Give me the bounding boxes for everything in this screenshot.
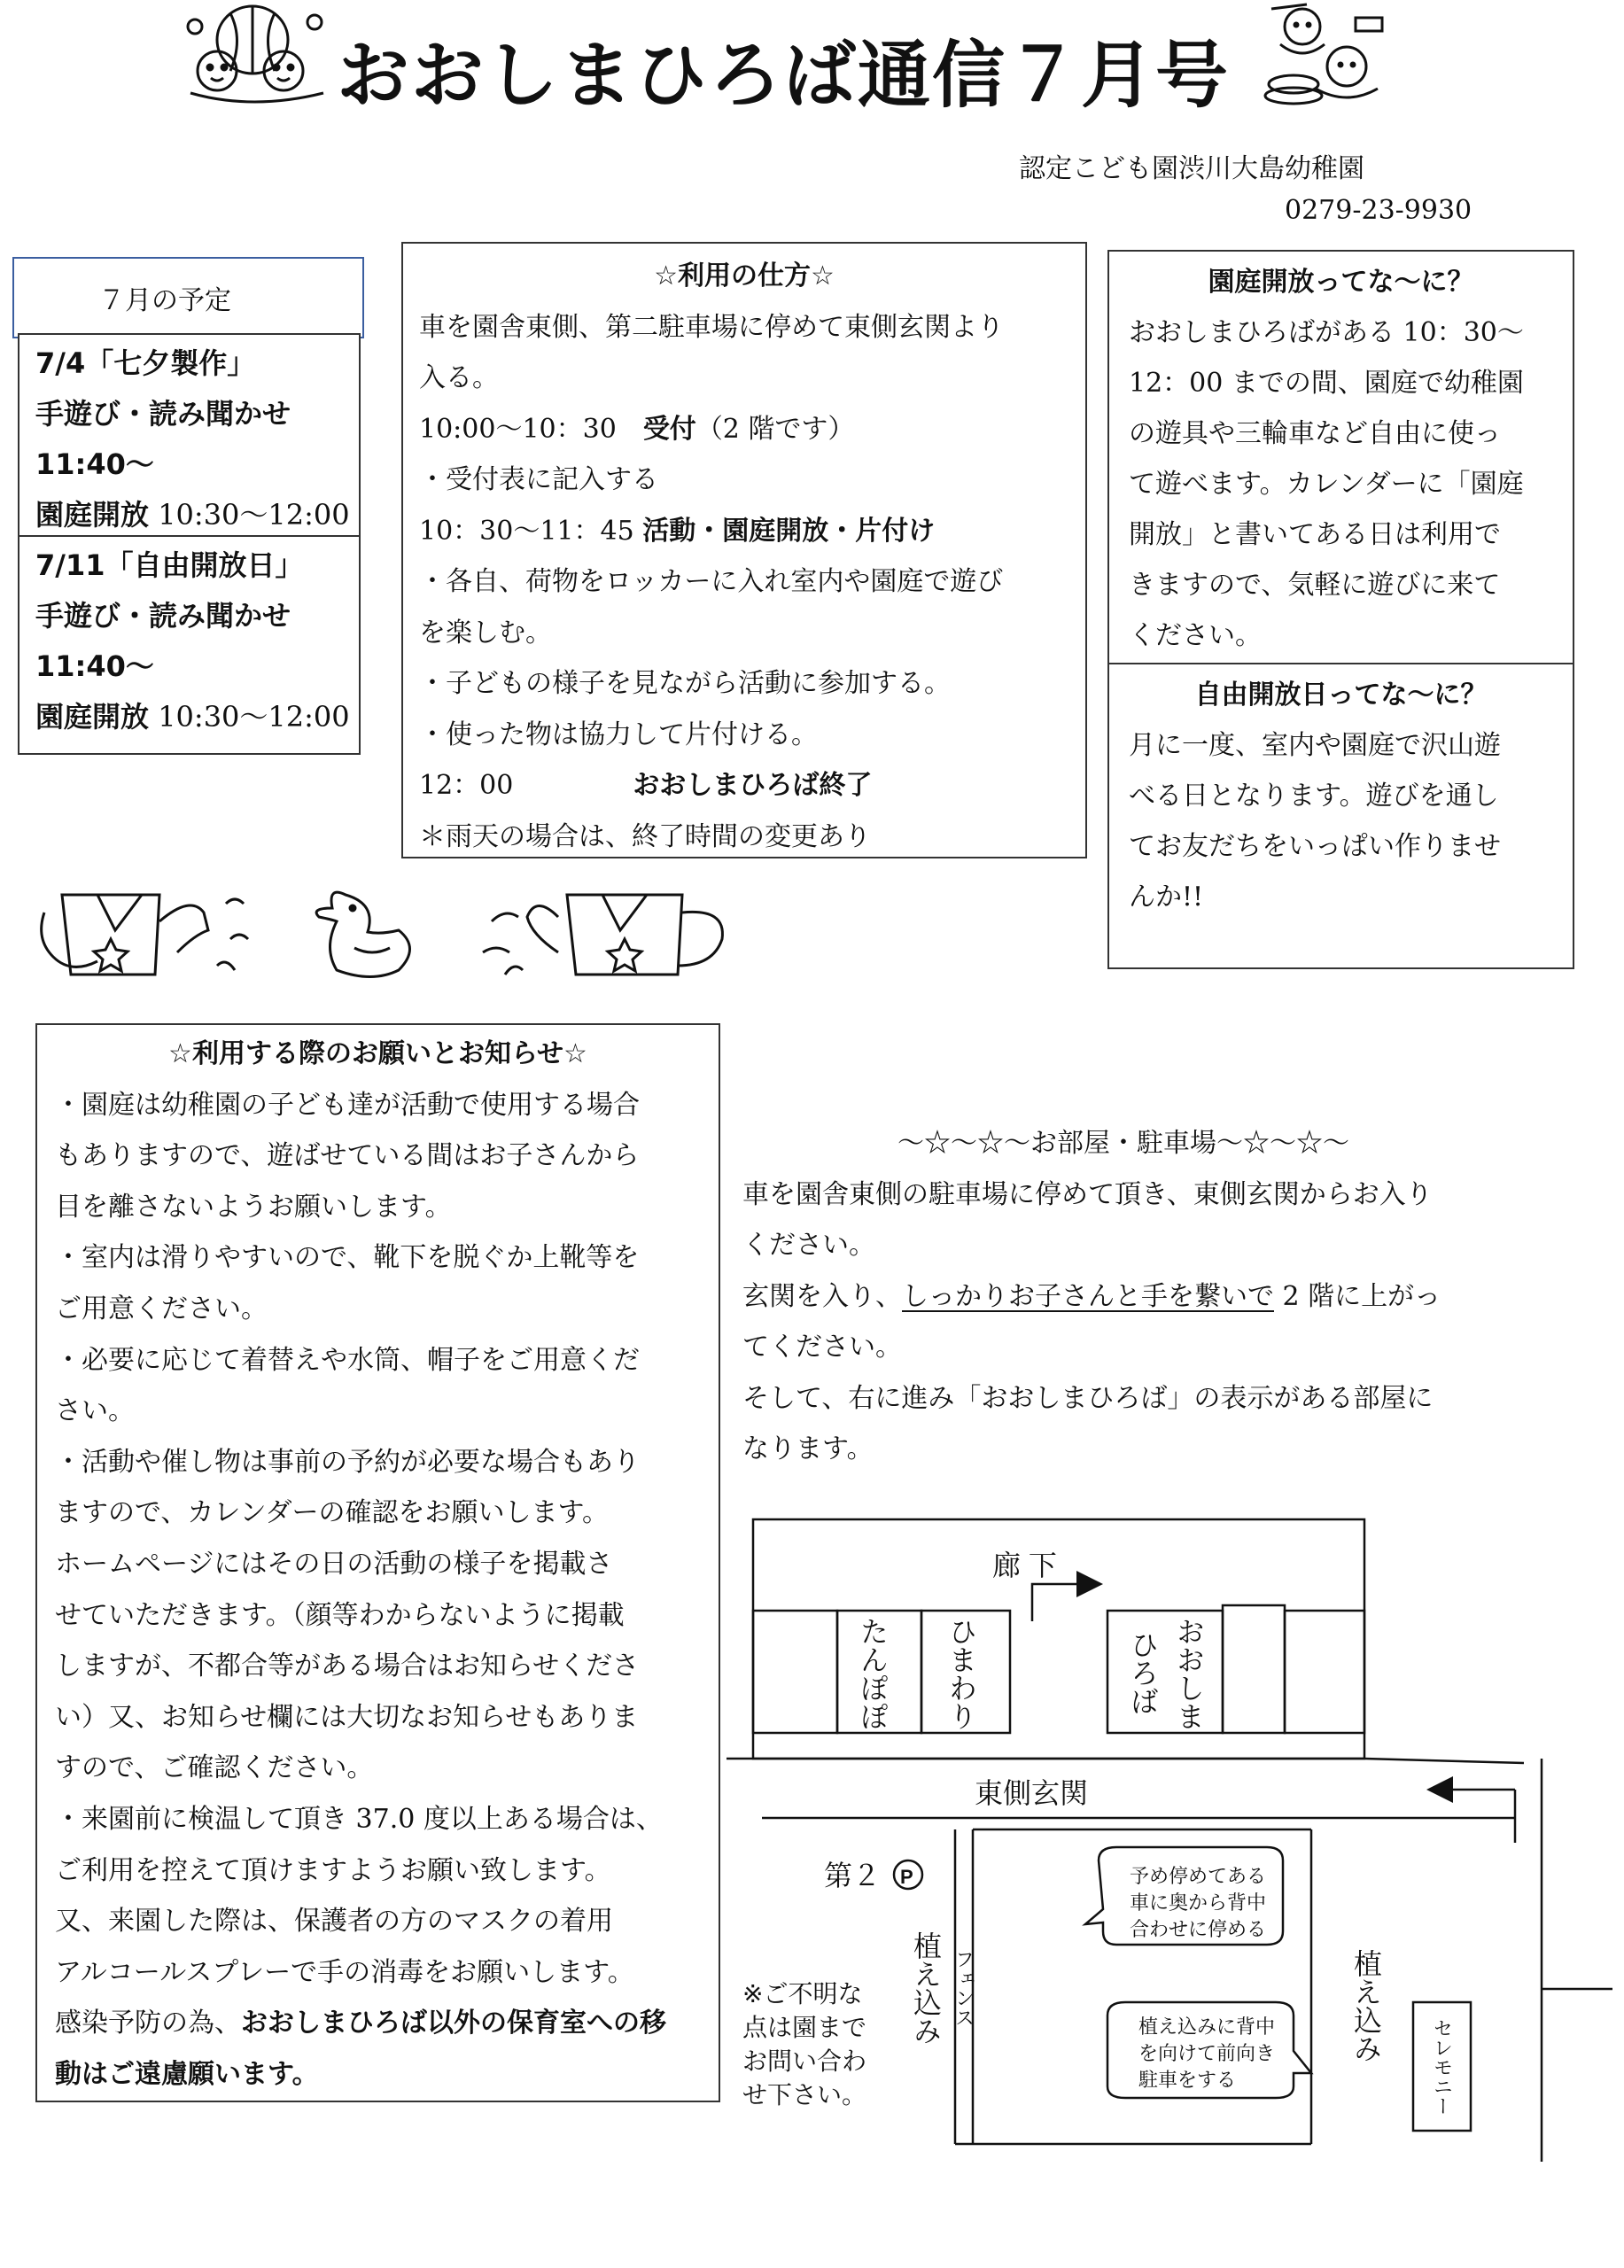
notice-line: 感染予防の為、 — [55, 2008, 241, 2039]
schedule-garden-label: 園庭開放 — [35, 498, 150, 532]
schedule-entry — [18, 333, 361, 537]
map-corridor-label: 廊 下 — [992, 1550, 1057, 1581]
notice-emphasis: おおしまひろば以外の保育室への移 — [241, 2008, 666, 2039]
room-title: ～☆～☆～お部屋・駐車場～☆～☆～ — [897, 1128, 1349, 1159]
notice-line: もありますので、遊ばせている間はお子さんから — [55, 1140, 640, 1172]
usage-instructions-box — [401, 242, 1087, 858]
decorative-illustrations — [27, 868, 753, 1001]
notice-line: ホームページにはその日の活動の様子を掲載さ — [55, 1548, 613, 1580]
room-line: てください。 — [742, 1332, 902, 1363]
schedule-time: 11:40～ — [35, 649, 154, 683]
schedule-date-event: 7/11「自由開放日」 — [35, 548, 304, 582]
usage-line: ・受付表に記入する — [419, 464, 658, 495]
schedule-heading-box — [12, 257, 364, 338]
schedule-heading: ７月の予定 — [98, 285, 231, 316]
notice-line: さい。 — [55, 1395, 135, 1427]
garden-open-line: の遊具や三輪車など自由に使っ — [1129, 418, 1501, 449]
map-ceremony-label: セレモニー — [1431, 2018, 1454, 2116]
notice-line: ご利用を控えて頂けますようお願い致します。 — [55, 1854, 611, 1886]
notice-line: ・活動や催し物は事前の予約が必要な場合もあり — [55, 1446, 640, 1478]
room-line: 車を園舎東側の駐車場に停めて頂き、東側玄関からお入り — [742, 1178, 1433, 1210]
map-planting-left: 植え込み — [910, 1931, 942, 2045]
schedule-activity: 手遊び・読み聞かせ — [35, 599, 291, 633]
notice-line: しますが、不都合等がある場合はお知らせくださ — [55, 1651, 640, 1682]
usage-floor: （2 階です） — [695, 413, 855, 445]
map-room-himawari: ひまわり — [945, 1617, 977, 1730]
notice-line: 目を離さないようお願いします。 — [55, 1191, 452, 1223]
watering-can-icon — [527, 895, 722, 975]
free-day-line: てお友だちをいっぱい作りませ — [1129, 831, 1501, 862]
usage-line: 車を園舎東側、第二駐車場に停めて東側玄関より — [419, 311, 1004, 343]
usage-line: ・使った物は協力して片付ける。 — [419, 718, 818, 750]
garden-open-line: きますので、気軽に遊びに来て — [1129, 570, 1501, 601]
map-bubble1-line: 合わせに停める — [1130, 1918, 1267, 1940]
schedule-garden-label: 園庭開放 — [35, 700, 150, 734]
room-line: なります。 — [742, 1433, 874, 1464]
children-illustration — [1254, 0, 1387, 111]
free-day-line: んか!! — [1129, 882, 1204, 913]
schedule-date-event: 7/4「七夕製作」 — [35, 346, 256, 380]
garden-open-line: て遊べます。カレンダーに「園庭 — [1129, 469, 1524, 500]
garden-open-box — [1107, 250, 1574, 664]
usage-line: 入る。 — [419, 362, 499, 393]
pumpkin-kids-illustration — [182, 0, 337, 111]
map-parking-label: 第２ — [824, 1860, 882, 1891]
map-note — [742, 1977, 866, 2112]
notice-line: ご用意ください。 — [55, 1293, 268, 1324]
schedule-entry — [18, 535, 361, 755]
room-underlined: しっかりお子さんと手を繋いで — [902, 1280, 1274, 1312]
map-room-tanpopo: たんぽぽ — [857, 1617, 889, 1730]
garden-open-title: 園庭開放ってな～に？ — [1208, 267, 1474, 298]
notice-line: せていただきます。（顔等わからないように掲載 — [55, 1599, 625, 1631]
room-line: 玄関を入り、 — [742, 1280, 902, 1312]
map-bubble2-line: 駐車をする — [1138, 2069, 1237, 2091]
garden-open-line: 開放」と書いてある日は利用で — [1129, 519, 1501, 550]
schedule-activity: 手遊び・読み聞かせ — [35, 397, 291, 431]
usage-line: ・各自、荷物をロッカーに入れ室内や園庭で遊び — [419, 566, 1004, 597]
notice-line: すので、ご確認ください。 — [55, 1752, 374, 1784]
free-day-box — [1107, 663, 1574, 969]
map-note-line: ※ご不明な — [742, 1980, 863, 2008]
free-day-line: べる日となります。遊びを通し — [1129, 781, 1499, 812]
notice-box — [35, 1023, 720, 2102]
schedule-time: 11:40～ — [35, 447, 154, 481]
schedule-garden-time: 10:30～12:00 — [158, 700, 350, 734]
watering-can-icon — [42, 895, 208, 975]
map-note-line: 点は園まで — [742, 2014, 867, 2041]
room-line: ください。 — [742, 1230, 875, 1261]
map-planting-right: 植え込み — [1350, 1949, 1382, 2062]
map-bubble1-line: 予め停めてある — [1130, 1865, 1267, 1887]
direction-arrow — [1032, 1584, 1099, 1621]
usage-time: 10：30～11：45 — [419, 515, 643, 547]
map-fence-label: フェンス — [952, 1949, 975, 2027]
map-bubble1-line: 車に奥から背中 — [1130, 1891, 1267, 1914]
usage-activity: 活動・園庭開放・片付け — [642, 515, 936, 547]
usage-line: ・子どもの様子を見ながら活動に参加する。 — [419, 668, 951, 699]
notice-line: 又、来園した際は、保護者の方のマスクの着用 — [55, 1906, 613, 1938]
organization-name: 認定こども園渋川大島幼稚園 — [1019, 153, 1364, 184]
schedule-garden-time: 10:30～12:00 — [158, 498, 350, 532]
map-room-oshima-2: ひろば — [1127, 1630, 1159, 1715]
newsletter-title: おおしまひろば通信７月号 — [337, 34, 1231, 118]
notice-line: ・来園前に検温して頂き 37.0 度以上ある場合は、 — [55, 1803, 663, 1835]
building-outline — [753, 1519, 1364, 1759]
notice-line: ・室内は滑りやすいので、靴下を脱ぐか上靴等を — [55, 1242, 640, 1274]
free-day-line: 月に一度、室内や園庭で沢山遊 — [1129, 730, 1501, 761]
free-day-title: 自由開放日ってな～に？ — [1194, 680, 1488, 711]
duck-icon — [316, 892, 409, 976]
room-parking-section — [742, 1118, 1441, 1475]
map-room-oshima-1: おおしま — [1173, 1617, 1205, 1730]
room-line: 2 階に上がっ — [1274, 1280, 1441, 1312]
usage-time: 12：00 — [419, 770, 514, 801]
notice-title: ☆利用する際のお願いとお知らせ☆ — [168, 1038, 587, 1069]
phone-number: 0279-23-9930 — [1285, 195, 1472, 226]
garden-open-line: 12：00 までの間、園庭で幼稚園 — [1129, 368, 1524, 399]
garden-open-line: ください。 — [1129, 620, 1262, 651]
usage-reception: 受付 — [642, 413, 696, 445]
notice-emphasis: 動はご遠慮願います。 — [55, 2058, 319, 2090]
notice-line: ・必要に応じて着替えや水筒、帽子をご用意くだ — [55, 1344, 640, 1376]
notice-line: ・園庭は幼稚園の子ども達が活動で使用する場合 — [55, 1089, 640, 1121]
notice-line: ますので、カレンダーの確認をお願いします。 — [55, 1497, 610, 1529]
room-line: そして、右に進み「おおしまひろば」の表示がある部屋に — [742, 1382, 1434, 1414]
map-note-line: お問い合わ — [742, 2047, 867, 2075]
map-bubble2-line: を向けて前向き — [1138, 2042, 1276, 2064]
map-bubble2-line: 植え込みに背中 — [1138, 2016, 1276, 2038]
notice-line: アルコールスプレーで手の消毒をお願いします。 — [55, 1956, 634, 1988]
usage-time: 10:00～10：30 — [419, 413, 643, 445]
map-parking-mark: P — [900, 1866, 913, 1888]
garden-open-line: おおしまひろばがある 10：30～ — [1129, 317, 1524, 348]
map-note-line: せ下さい。 — [742, 2081, 867, 2109]
usage-end: おおしまひろば終了 — [633, 770, 873, 801]
usage-line: を楽しむ。 — [419, 617, 552, 649]
usage-title: ☆利用の仕方☆ — [654, 260, 835, 291]
notice-line: い）又、お知らせ欄には大切なお知らせもありま — [55, 1701, 639, 1733]
usage-line: ＊雨天の場合は、終了時間の変更あり — [419, 820, 871, 852]
map-entrance-label: 東側玄関 — [975, 1777, 1089, 1809]
